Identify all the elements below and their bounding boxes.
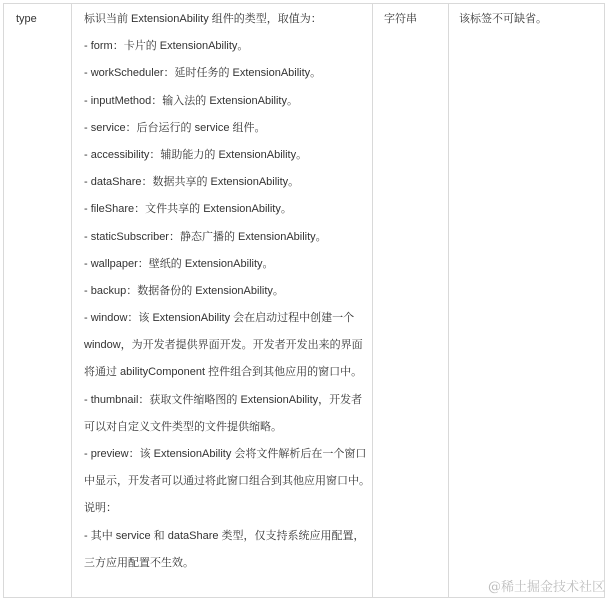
description-line: - accessibility：辅助能力的 ExtensionAbility。 [84,148,308,161]
description-line: - inputMethod：输入法的 ExtensionAbility。 [84,94,298,107]
attribute-table [3,3,605,598]
attribute-name: type [16,13,37,25]
cell-remark [449,4,604,597]
description-line: 将通过 abilityComponent 控件组合到其他应用的窗口中。 [84,366,363,379]
cell-data-type [373,4,449,597]
watermark: @稀土掘金技术社区 [487,580,605,595]
description-line: - preview：该 ExtensionAbility 会将文件解析后在一个窗口 [84,448,367,460]
description-line: - fileShare：文件共享的 ExtensionAbility。 [84,203,292,216]
description-line: - window：该 ExtensionAbility 会在启动过程中创建一个 [84,312,355,325]
description-line: 三方应用配置不生效。 [84,556,194,569]
cell-attribute-description [72,4,373,597]
description-line: 中显示，开发者可以通过将此窗口组合到其他应用窗口中。 [84,475,370,488]
description-line: 说明： [84,502,117,515]
attribute-description [84,13,374,584]
cell-attribute-name [4,4,72,597]
description-line: - service：后台运行的 service 组件。 [84,121,266,134]
data-type: 字符串 [384,13,417,25]
remark: 该标签不可缺省。 [459,13,547,25]
description-line: - workScheduler：延时任务的 ExtensionAbility。 [84,67,322,80]
description-line: - backup：数据备份的 ExtensionAbility。 [84,284,284,297]
description-line: - dataShare：数据共享的 ExtensionAbility。 [84,176,300,189]
description-line: window，为开发者提供界面开发。开发者开发出来的界面 [84,339,363,352]
description-line: 可以对自定义文件类型的文件提供缩略。 [84,420,282,433]
description-line: 标识当前 ExtensionAbility 组件的类型，取值为： [84,13,322,25]
description-line: - thumbnail：获取文件缩略图的 ExtensionAbility，开发者 [84,393,363,406]
description-line: - 其中 service 和 dataShare 类型，仅支持系统应用配置， [84,529,365,542]
description-line: - staticSubscriber：静态广播的 ExtensionAbility。 [84,230,327,243]
description-line: - wallpaper：壁纸的 ExtensionAbility。 [84,257,274,270]
description-line: - form：卡片的 ExtensionAbility。 [84,40,249,53]
